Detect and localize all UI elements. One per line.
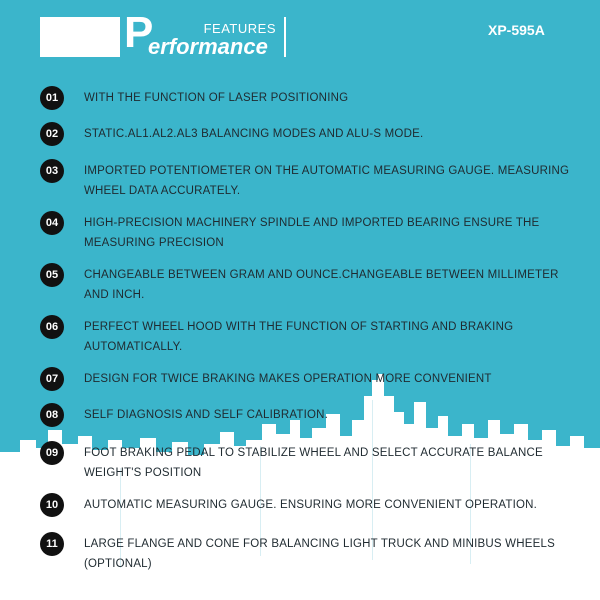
- feature-number-badge: 05: [40, 263, 64, 287]
- feature-number-badge: 06: [40, 315, 64, 339]
- feature-text: DESIGN FOR TWICE BRAKING MAKES OPERATION MORE CONVENIENT: [84, 373, 492, 385]
- feature-text: FOOT BRAKING PEDAL TO STABILIZE WHEEL AND SELECT ACCURATE BALANCE WEIGHT'S POSITION: [84, 447, 543, 479]
- feature-number-badge: 07: [40, 367, 64, 391]
- feature-text: AUTOMATIC MEASURING GAUGE. ENSURING MORE CONVENIENT OPERATION.: [84, 499, 538, 511]
- feature-text: HIGH-PRECISION MACHINERY SPINDLE AND IMPORTED BEARING ENSURE THE MEASURING PRECISION: [84, 217, 540, 249]
- feature-number-badge: 03: [40, 159, 64, 183]
- feature-number-badge: 02: [40, 122, 64, 146]
- feature-text: STATIC.AL1.AL2.AL3 BALANCING MODES AND ALU-S MODE.: [84, 128, 424, 140]
- feature-number-badge: 09: [40, 441, 64, 465]
- feature-text: SELF DIAGNOSIS AND SELF CALIBRATION.: [84, 409, 329, 421]
- feature-text: CHANGEABLE BETWEEN GRAM AND OUNCE.CHANGEABLE BETWEEN MILLIMETER AND INCH.: [84, 269, 559, 301]
- feature-text: LARGE FLANGE AND CONE FOR BALANCING LIGHT TRUCK AND MINIBUS WHEELS (OPTIONAL): [84, 538, 555, 570]
- feature-text: IMPORTED POTENTIOMETER ON THE AUTOMATIC MEASURING GAUGE. MEASURING WHEEL DATA ACCURATELY.: [84, 165, 570, 197]
- feature-number-badge: 10: [40, 493, 64, 517]
- feature-text: PERFECT WHEEL HOOD WITH THE FUNCTION OF STARTING AND BRAKING AUTOMATICALLY.: [84, 321, 514, 353]
- model-number: XP-595A: [488, 22, 545, 38]
- feature-number-badge: 11: [40, 532, 64, 556]
- logo-performance-label: erformance: [148, 34, 268, 59]
- logo-features-label: FEATURES: [203, 21, 276, 36]
- logo-letter: P: [124, 8, 154, 57]
- feature-number-badge: 08: [40, 403, 64, 427]
- feature-number-badge: 04: [40, 211, 64, 235]
- feature-number-badge: 01: [40, 86, 64, 110]
- feature-text: WITH THE FUNCTION OF LASER POSITIONING: [84, 92, 349, 104]
